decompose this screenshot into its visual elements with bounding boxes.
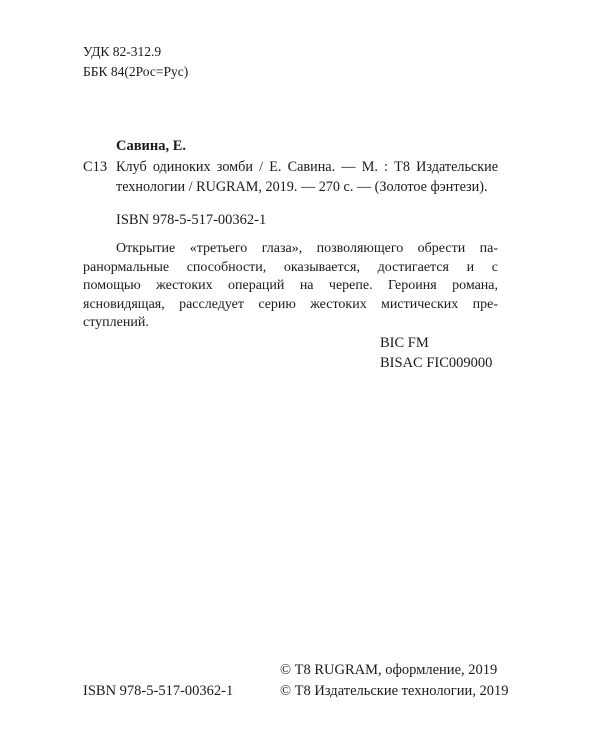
annotation bbox=[83, 240, 498, 333]
bibliographic-description bbox=[116, 157, 498, 197]
annotation-line: помощью жестоких операций на черепе. Героиня романа, bbox=[83, 278, 498, 294]
author-sign: С13 bbox=[83, 159, 108, 175]
udk-code: УДК 82-312.9 bbox=[83, 44, 162, 59]
bbk-code: ББК 84(2Рос=Рус) bbox=[83, 64, 189, 79]
bic-code: BIC FM bbox=[380, 335, 429, 351]
isbn-main: ISBN 978-5-517-00362-1 bbox=[116, 212, 267, 228]
copyright-publisher: © Т8 Издательские технологии, 2019 bbox=[280, 683, 509, 699]
annotation-line: Открытие «третьего глаза», позволяющего обрести па- bbox=[116, 241, 498, 256]
author-heading: Савина, Е. bbox=[116, 138, 187, 154]
bibliographic-line: Клуб одиноких зомби / Е. Савина. — М. : Т8 Издательские bbox=[116, 159, 498, 175]
annotation-line: ранормальные способности, оказывается, достигается и с bbox=[83, 259, 498, 275]
copyright-design: © Т8 RUGRAM, оформление, 2019 bbox=[280, 662, 498, 678]
annotation-line: ступлений. bbox=[83, 315, 149, 331]
annotation-line: ясновидящая, расследует серию жестоких мистических пре- bbox=[83, 296, 498, 312]
bibliographic-line: технологии / RUGRAM, 2019. — 270 с. — (Золотое фэнтези). bbox=[116, 179, 488, 195]
footer-isbn: ISBN 978-5-517-00362-1 bbox=[83, 683, 234, 699]
bisac-code: BISAC FIC009000 bbox=[380, 355, 493, 371]
